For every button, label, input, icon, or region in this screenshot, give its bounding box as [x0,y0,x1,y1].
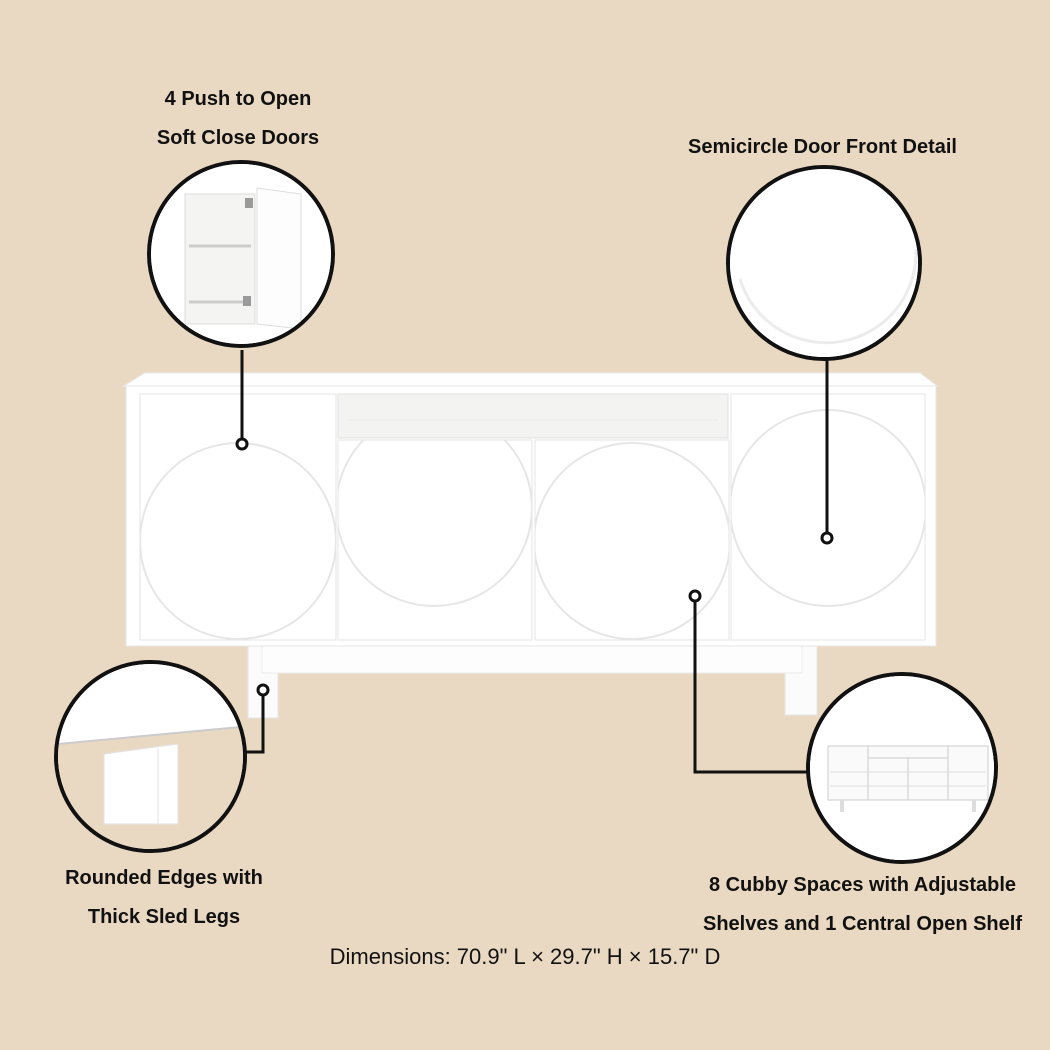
leg-detail-circle [54,660,247,853]
doors-callout-line1: 4 Push to Open [164,88,312,110]
doors-callout-dot [237,439,247,449]
edges-callout-label [24,859,304,937]
open-door-detail-circle [147,160,335,348]
interior-detail-image [810,676,998,864]
edges-callout-line1: Rounded Edges with [65,867,263,889]
semicircle-callout-label: Semicircle Door Front Detail [688,136,957,158]
interior-detail-circle [806,672,998,864]
door-3 [534,440,730,640]
central-open-shelf [338,394,728,438]
cubby-callout-dot [690,591,700,601]
cubby-callout-line2: Shelves and 1 Central Open Shelf [703,913,1022,935]
cubby-callout-line1: 8 Cubby Spaces with Adjustable [708,874,1017,896]
cubby-callout-label [675,866,1050,944]
leg-detail-image [58,664,247,853]
doors-callout-label [98,80,378,158]
door-2 [336,410,532,640]
dimensions-text: Dimensions: 70.9" L × 29.7" H × 15.7" D [329,944,721,969]
semicircle-detail-circle [726,165,922,361]
semicircle-callout-dot [822,533,832,543]
open-door-detail-image [151,164,335,348]
edges-callout-line2: Thick Sled Legs [87,906,241,928]
door-1 [140,394,336,640]
semicircle-detail-image [730,169,922,361]
doors-callout-line2: Soft Close Doors [156,127,320,149]
cabinet-top [124,373,937,386]
edges-callout-dot [258,685,268,695]
leg-stretcher [262,645,802,673]
